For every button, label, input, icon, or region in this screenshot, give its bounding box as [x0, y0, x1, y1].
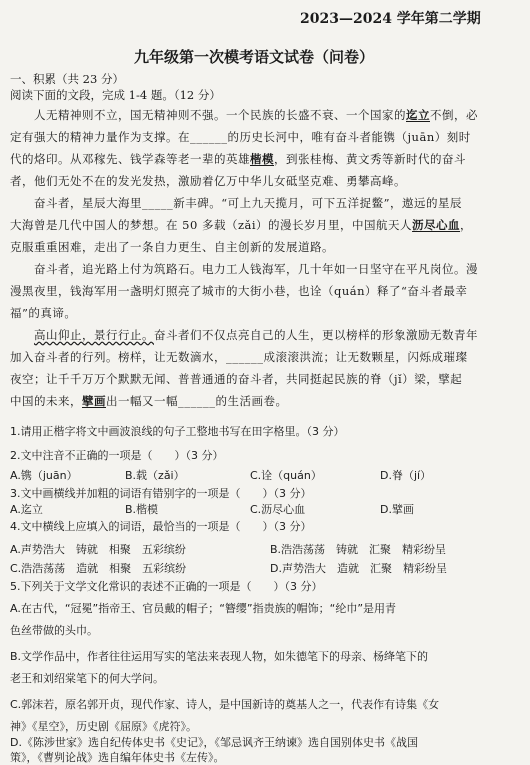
q4-option-c: C.浩浩荡荡 造就 相聚 五彩缤纷: [10, 562, 187, 575]
passage-line: 夜空；让千千万万个默默无闻、普普通通的奋斗者，共同挺起民族的脊（jǐ）梁，擘起: [10, 372, 463, 386]
passage-line: [10, 217, 472, 233]
question-3: 3.文中画横线并加粗的词语有错别字的一项是（ ）（3 分）: [10, 487, 312, 500]
passage-line: 福”的真谛。: [10, 306, 77, 320]
school-year-header: 2023—2024 学年第二学期: [300, 11, 481, 27]
q4-option-d: D.声势浩大 造就 汇聚 精彩纷呈: [270, 562, 447, 575]
underlined-word: 楷模: [250, 152, 274, 166]
wavy-underlined-sentence: 高山仰止，景行行止。: [34, 328, 154, 342]
passage-line-a: 中国的未来，: [10, 394, 82, 408]
underlined-word: 迄立: [406, 108, 430, 122]
q5-option-line: 神》《星空》，历史剧《屈原》《虎符》。: [10, 720, 197, 733]
section-instruction: 阅读下面的文段，完成 1-4 题。（12 分）: [10, 88, 221, 102]
q5-option-line: 老王和刘绍棠笔下的何大学问。: [10, 672, 164, 685]
passage-line-b: 奋斗者们不仅点亮自己的人生，更以榜样的形象激励无数青年: [154, 328, 478, 342]
question-2: 2.文中注音不正确的一项是（ ）（3 分）: [10, 449, 224, 462]
passage-line-a: 大海曾是几代中国人的梦想。在 50 多载（zǎi）的漫长岁月里，中国航天人: [10, 218, 413, 232]
q2-option-a: A.镌（juān）: [10, 469, 78, 482]
question-4: 4.文中横线上应填入的词语，最恰当的一项是（ ）（3 分）: [10, 520, 312, 533]
passage-line: [10, 151, 466, 167]
passage-line: 加入奋斗者的行列。榜样，让无数滴水，______成滚滚洪流；让无数颗星，闪烁成璀璨: [10, 350, 468, 364]
q4-option-a: A.声势浩大 铸就 相聚 五彩缤纷: [10, 543, 186, 556]
q2-option-c: C.诠（quán）: [250, 469, 322, 482]
q3-option-d: D.擘画: [380, 503, 414, 516]
q2-option-b: B.载（zǎi）: [125, 469, 185, 482]
q3-option-c: C.沥尽心血: [250, 503, 306, 516]
q5-option-line: D.《陈涉世家》选自纪传体史书《史记》，《邹忌讽齐王纳谏》选自国别体史书《战国: [10, 736, 418, 749]
passage-line-a: 代的烙印。从邓稼先、钱学森等老一辈的英雄: [10, 152, 250, 166]
q4-option-b: B.浩浩荡荡 铸就 汇聚 精彩纷呈: [270, 543, 447, 556]
q5-option-line: C.郭沫若，原名郭开贞，现代作家、诗人，是中国新诗的奠基人之一，代表作有诗集《女: [10, 698, 440, 711]
q3-option-a: A.迄立: [10, 503, 43, 516]
passage-line: 克服重重困难，走出了一条自力更生、自主创新的发展道路。: [10, 240, 334, 254]
passage-line: [10, 107, 478, 123]
q5-option-line: 色丝带做的头巾。: [10, 624, 98, 637]
passage-line-a: 人无精神则不立，国无精神则不强。一个民族的长盛不衰、一个国家的: [10, 108, 406, 122]
q5-option-line: A.在古代，“冠冕”指帝王、官员戴的帽子；“簪缨”指贵族的帽饰；“纶巾”是用青: [10, 602, 397, 615]
passage-line: 漫黑夜里，钱海军用一盏明灯照亮了城市的大街小巷，也诠（quán）释了“奋斗者最幸: [10, 284, 468, 298]
page-title: 九年级第一次模考语文试卷（问卷）: [134, 48, 375, 66]
passage-line: 定有强大的精神力量作为支撑。在______的历史长河中，唯有奋斗者能镌（juān）刻时: [10, 130, 471, 144]
passage-line-b: ，到张桂梅、黄文秀等新时代的奋斗: [274, 152, 466, 166]
question-5: 5.下列关于文学文化常识的表述不正确的一项是（ ）（3 分）: [10, 580, 323, 593]
q5-option-line: 策》，《曹刿论战》选自编年体史书《左传》。: [10, 751, 225, 764]
underlined-word: 沥尽心血: [412, 218, 461, 232]
passage-line: 奋斗者，星辰大海里_____新丰碑。“可上九天揽月，可下五洋捉鳖”，遨远的星辰: [10, 196, 463, 210]
passage-line-b: 出一幅又一幅______的生活画卷。: [106, 394, 288, 408]
q5-option-line: B.文学作品中，作者往往运用写实的笔法来表现人物，如朱德笔下的母亲、杨绛笔下的: [10, 650, 429, 663]
passage-line: [10, 327, 478, 343]
passage-line-b: 不倒，必: [430, 108, 478, 122]
passage-line: [10, 393, 288, 409]
passage-line: 奋斗者，追光路上付为筑路石。电力工人钱海军，几十年如一日坚守在平凡岗位。漫: [10, 262, 478, 276]
passage-line-b: ，: [460, 218, 473, 232]
q2-option-d: D.脊（jí）: [380, 469, 432, 482]
q3-option-b: B.楷模: [125, 503, 159, 516]
passage-line: 者，他们无处不在的发光发热，激励着亿万中华儿女砥坚克难、勇攀高峰。: [10, 174, 406, 188]
underlined-word: 擘画: [82, 394, 106, 408]
section-heading: 一、积累（共 23 分）: [10, 72, 124, 86]
passage-line-a: [10, 328, 34, 342]
question-1: 1.请用正楷字将文中画波浪线的句子工整地书写在田字格里。（3 分）: [10, 425, 345, 438]
